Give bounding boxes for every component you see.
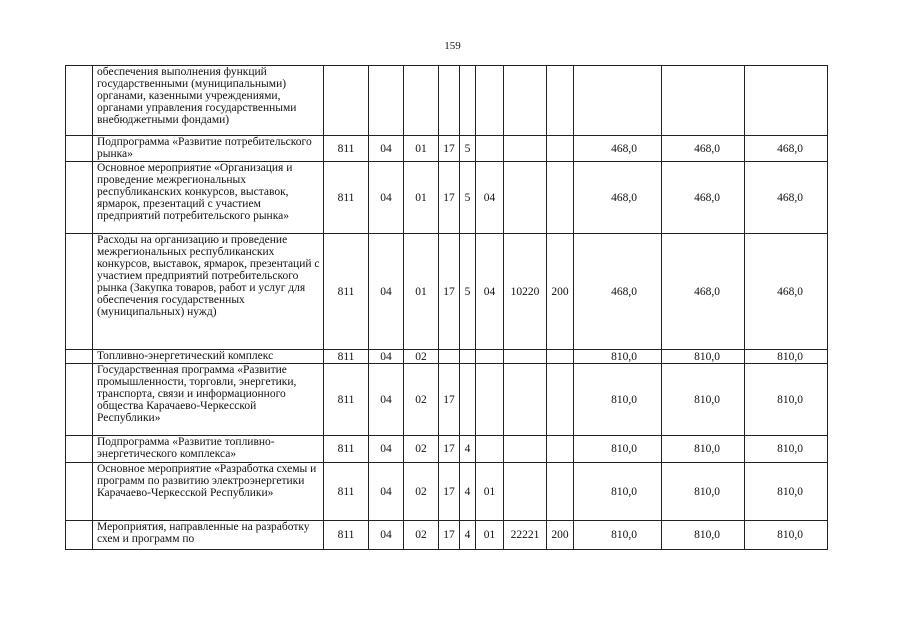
event-code xyxy=(476,66,504,136)
row-description: Подпрограмма «Развитие топливно-энергетического комплекса» xyxy=(93,436,324,463)
table-row xyxy=(66,350,828,364)
row-number-cell xyxy=(66,136,93,162)
subprogram-code: 5 xyxy=(460,162,476,234)
event-code xyxy=(476,350,504,364)
row-number-cell xyxy=(66,436,93,463)
subprogram-code: 5 xyxy=(460,136,476,162)
direction-code: 10220 xyxy=(504,234,547,350)
page-number: 159 xyxy=(444,40,461,52)
row-number-cell xyxy=(66,234,93,350)
direction-code xyxy=(504,66,547,136)
subsection-code: 01 xyxy=(404,136,439,162)
table-row xyxy=(66,463,828,521)
amount-year-1: 810,0 xyxy=(574,463,662,521)
event-code xyxy=(476,364,504,436)
row-number-cell xyxy=(66,463,93,521)
row-number-cell xyxy=(66,162,93,234)
chapter-code: 811 xyxy=(324,521,369,550)
event-code xyxy=(476,136,504,162)
program-code: 17 xyxy=(439,364,460,436)
program-code xyxy=(439,66,460,136)
section-code: 04 xyxy=(369,162,404,234)
direction-code xyxy=(504,136,547,162)
subprogram-code xyxy=(460,350,476,364)
program-code: 17 xyxy=(439,162,460,234)
row-description: Подпрограмма «Развитие потребительского рынка» xyxy=(93,136,324,162)
amount-year-2: 468,0 xyxy=(662,162,745,234)
amount-year-1: 810,0 xyxy=(574,436,662,463)
row-number-cell xyxy=(66,521,93,550)
section-code: 04 xyxy=(369,234,404,350)
amount-year-2: 810,0 xyxy=(662,350,745,364)
budget-table xyxy=(65,65,828,550)
direction-code: 22221 xyxy=(504,521,547,550)
amount-year-2 xyxy=(662,66,745,136)
direction-code xyxy=(504,350,547,364)
expense-type-code xyxy=(547,364,574,436)
amount-year-2: 810,0 xyxy=(662,521,745,550)
subsection-code: 02 xyxy=(404,364,439,436)
amount-year-3: 810,0 xyxy=(745,521,828,550)
section-code: 04 xyxy=(369,136,404,162)
direction-code xyxy=(504,364,547,436)
chapter-code: 811 xyxy=(324,162,369,234)
subprogram-code: 4 xyxy=(460,436,476,463)
table-row xyxy=(66,234,828,350)
chapter-code: 811 xyxy=(324,234,369,350)
subprogram-code: 4 xyxy=(460,463,476,521)
expense-type-code xyxy=(547,162,574,234)
subsection-code: 02 xyxy=(404,436,439,463)
subprogram-code: 4 xyxy=(460,521,476,550)
subsection-code: 01 xyxy=(404,234,439,350)
subsection-code: 02 xyxy=(404,521,439,550)
table-row xyxy=(66,436,828,463)
table-row xyxy=(66,162,828,234)
chapter-code: 811 xyxy=(324,350,369,364)
row-description: Мероприятия, направленные на разработку схем и программ по xyxy=(93,521,324,550)
event-code: 01 xyxy=(476,463,504,521)
amount-year-2: 810,0 xyxy=(662,364,745,436)
event-code: 04 xyxy=(476,234,504,350)
row-description: Государственная программа «Развитие промышленности, торговли, энергетики, транспорта, связи и информационного общества Карачаево-Черкесской Республики» xyxy=(93,364,324,436)
row-description: обеспечения выполнения функций государственными (муниципальными) органами, казенными учреждениями, органами управления государственными внебюджетными фондами) xyxy=(93,66,324,136)
amount-year-2: 810,0 xyxy=(662,436,745,463)
amount-year-3: 810,0 xyxy=(745,463,828,521)
amount-year-1: 468,0 xyxy=(574,162,662,234)
subsection-code: 01 xyxy=(404,162,439,234)
amount-year-3: 468,0 xyxy=(745,162,828,234)
chapter-code: 811 xyxy=(324,364,369,436)
expense-type-code xyxy=(547,66,574,136)
event-code: 01 xyxy=(476,521,504,550)
amount-year-1: 468,0 xyxy=(574,136,662,162)
section-code: 04 xyxy=(369,364,404,436)
chapter-code: 811 xyxy=(324,436,369,463)
row-number-cell xyxy=(66,350,93,364)
chapter-code: 811 xyxy=(324,463,369,521)
direction-code xyxy=(504,162,547,234)
table-body xyxy=(66,66,828,550)
direction-code xyxy=(504,463,547,521)
subsection-code: 02 xyxy=(404,350,439,364)
row-description: Основное мероприятие «Организация и проведение межрегиональных республиканских конкурсов, выставок, ярмарок, презентаций с участием предприятий потребительского рынка» xyxy=(93,162,324,234)
row-description: Топливно-энергетический комплекс xyxy=(93,350,324,364)
amount-year-1: 468,0 xyxy=(574,234,662,350)
section-code xyxy=(369,66,404,136)
event-code xyxy=(476,436,504,463)
expense-type-code xyxy=(547,463,574,521)
section-code: 04 xyxy=(369,521,404,550)
expense-type-code xyxy=(547,136,574,162)
amount-year-1 xyxy=(574,66,662,136)
section-code: 04 xyxy=(369,463,404,521)
event-code: 04 xyxy=(476,162,504,234)
amount-year-1: 810,0 xyxy=(574,364,662,436)
subprogram-code: 5 xyxy=(460,234,476,350)
subsection-code xyxy=(404,66,439,136)
subsection-code: 02 xyxy=(404,463,439,521)
row-number-cell xyxy=(66,66,93,136)
program-code: 17 xyxy=(439,463,460,521)
expense-type-code: 200 xyxy=(547,521,574,550)
table-row xyxy=(66,66,828,136)
table-row xyxy=(66,364,828,436)
amount-year-2: 810,0 xyxy=(662,463,745,521)
program-code: 17 xyxy=(439,521,460,550)
section-code: 04 xyxy=(369,350,404,364)
program-code: 17 xyxy=(439,234,460,350)
section-code: 04 xyxy=(369,436,404,463)
amount-year-1: 810,0 xyxy=(574,521,662,550)
chapter-code xyxy=(324,66,369,136)
subprogram-code xyxy=(460,66,476,136)
program-code: 17 xyxy=(439,436,460,463)
amount-year-3: 468,0 xyxy=(745,234,828,350)
expense-type-code: 200 xyxy=(547,234,574,350)
row-description: Основное мероприятие «Разработка схемы и программ по развитию электроэнергетики Карачаево-Черкесской Республики» xyxy=(93,463,324,521)
subprogram-code xyxy=(460,364,476,436)
program-code: 17 xyxy=(439,136,460,162)
amount-year-3: 810,0 xyxy=(745,350,828,364)
amount-year-2: 468,0 xyxy=(662,136,745,162)
table-row xyxy=(66,136,828,162)
program-code xyxy=(439,350,460,364)
table-row xyxy=(66,521,828,550)
amount-year-3: 468,0 xyxy=(745,136,828,162)
amount-year-2: 468,0 xyxy=(662,234,745,350)
amount-year-1: 810,0 xyxy=(574,350,662,364)
row-description: Расходы на организацию и проведение межрегиональных республиканских конкурсов, выставок, ярмарок, презентаций с участием предприятий потребительского рынка (Закупка товаров, работ и услуг для обеспечения государственных (муниципальных) нужд) xyxy=(93,234,324,350)
amount-year-3: 810,0 xyxy=(745,436,828,463)
chapter-code: 811 xyxy=(324,136,369,162)
direction-code xyxy=(504,436,547,463)
amount-year-3: 810,0 xyxy=(745,364,828,436)
row-number-cell xyxy=(66,364,93,436)
amount-year-3 xyxy=(745,66,828,136)
expense-type-code xyxy=(547,350,574,364)
expense-type-code xyxy=(547,436,574,463)
